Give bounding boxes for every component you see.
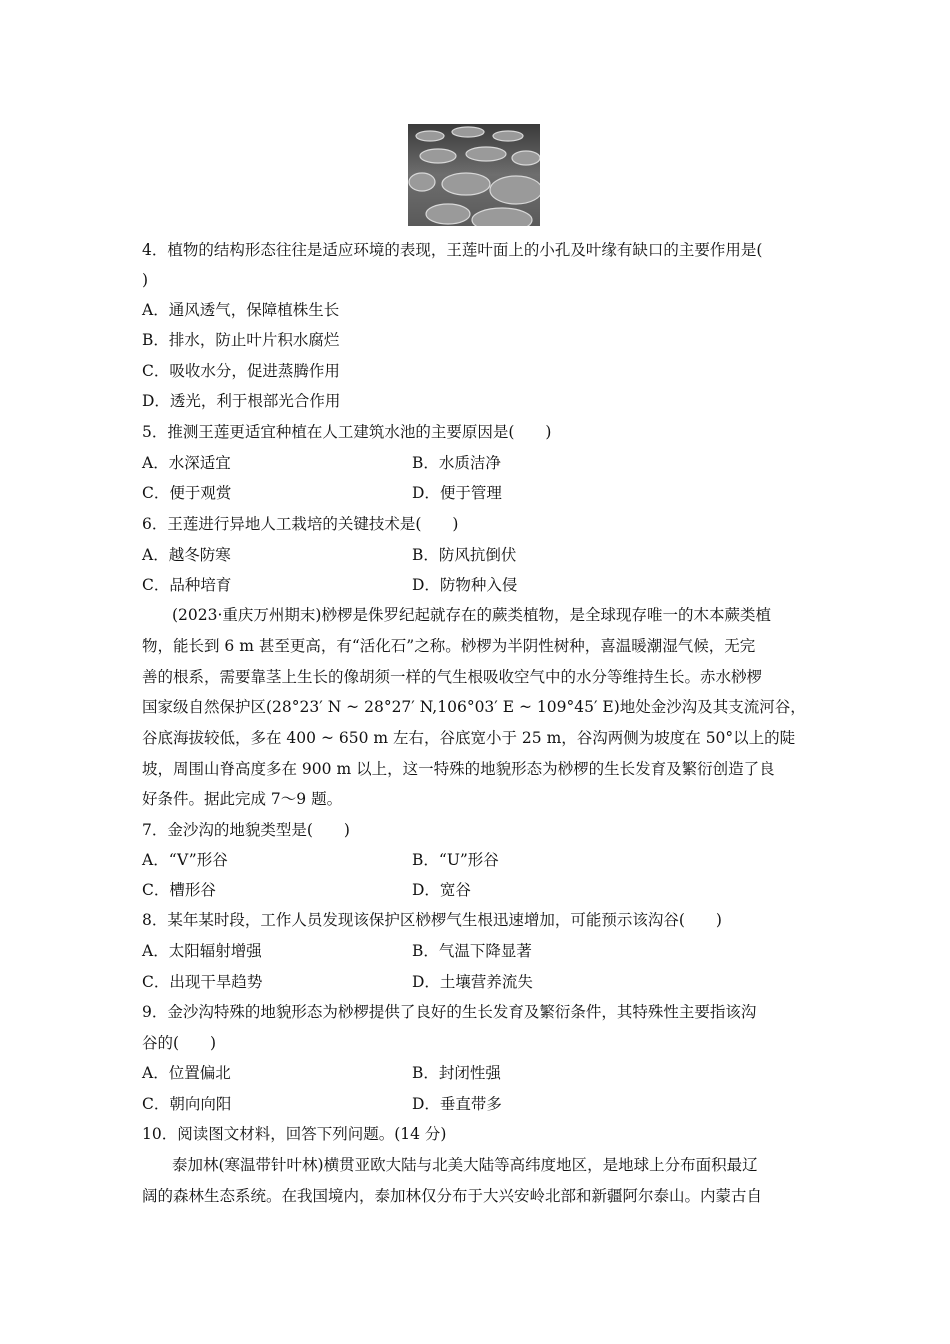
q9-option-c: C．朝向向阳 bbox=[142, 1095, 232, 1113]
q4-option-c: C．吸收水分，促进蒸腾作用 bbox=[142, 362, 340, 380]
q10-stem: 10．阅读图文材料，回答下列问题。(14 分) bbox=[142, 1125, 447, 1143]
passage-line: 谷底海拔较低，多在 400 ~ 650 m 左右，谷底宽小于 25 m，谷沟两侧为坡度在 50°以上的陡 bbox=[142, 729, 796, 747]
q4-option-a: A．通风透气，保障植株生长 bbox=[142, 301, 340, 319]
q9-option-b: B．封闭性强 bbox=[412, 1064, 501, 1082]
q5-stem: 5．推测王莲更适宜种植在人工建筑水池的主要原因是( ) bbox=[142, 423, 552, 441]
q6-option-d: D．防物种入侵 bbox=[412, 576, 518, 594]
passage-line: 国家级自然保护区(28°23′ N ~ 28°27′ N,106°03′ E ~ 109°45′ E)地处金沙沟及其支流河谷， bbox=[142, 698, 806, 716]
q6-option-b: B．防风抗倒伏 bbox=[412, 546, 517, 564]
q7-option-d: D．宽谷 bbox=[412, 881, 471, 899]
q4-stem: 4．植物的结构形态往往是适应环境的表现，王莲叶面上的小孔及叶缘有缺口的主要作用是( bbox=[142, 241, 763, 259]
q6-stem: 6．王莲进行异地人工栽培的关键技术是( ) bbox=[142, 515, 459, 533]
q4-option-d: D．透光，利于根部光合作用 bbox=[142, 392, 341, 410]
q9-stem: 9．金沙沟特殊的地貌形态为桫椤提供了良好的生长发育及繁衍条件，其特殊性主要指该沟 bbox=[142, 1003, 757, 1021]
q7-option-b: B．“U”形谷 bbox=[412, 851, 499, 869]
q5-option-b: B．水质洁净 bbox=[412, 454, 501, 472]
q7-option-c: C．槽形谷 bbox=[142, 881, 216, 899]
q5-option-a: A．水深适宜 bbox=[142, 454, 231, 472]
passage-line: (2023·重庆万州期末)桫椤是侏罗纪起就存在的蕨类植物，是全球现存唯一的木本蕨类植 bbox=[172, 606, 771, 624]
passage-line: 物，能长到 6 m 甚至更高，有“活化石”之称。桫椤为半阴性树种，喜温暖潮湿气候，无完 bbox=[142, 637, 756, 655]
lotus-leaves-photo bbox=[408, 124, 540, 226]
q6-option-a: A．越冬防寒 bbox=[142, 546, 231, 564]
q5-option-c: C．便于观赏 bbox=[142, 484, 232, 502]
q7-stem: 7．金沙沟的地貌类型是( ) bbox=[142, 821, 350, 839]
q9-option-d: D．垂直带多 bbox=[412, 1095, 502, 1113]
q5-option-d: D．便于管理 bbox=[412, 484, 502, 502]
q8-option-d: D．土壤营养流失 bbox=[412, 973, 533, 991]
q9-stem-end: 谷的( ) bbox=[142, 1034, 217, 1052]
q8-option-c: C．出现干旱趋势 bbox=[142, 973, 263, 991]
q9-option-a: A．位置偏北 bbox=[142, 1064, 231, 1082]
q6-option-c: C．品种培育 bbox=[142, 576, 232, 594]
passage-line: 坡，周围山脊高度多在 900 m 以上，这一特殊的地貌形态为桫椤的生长发育及繁衍创造了良 bbox=[142, 760, 775, 778]
q7-option-a: A．“V”形谷 bbox=[142, 851, 228, 869]
q8-stem: 8．某年某时段，工作人员发现该保护区桫椤气生根迅速增加，可能预示该沟谷( ) bbox=[142, 911, 722, 929]
q10-passage-line: 阔的森林生态系统。在我国境内，泰加林仅分布于大兴安岭北部和新疆阿尔泰山。内蒙古自 bbox=[142, 1187, 763, 1205]
q4-stem-end: ) bbox=[142, 271, 149, 289]
q8-option-a: A．太阳辐射增强 bbox=[142, 942, 262, 960]
q10-passage-line: 泰加林(寒温带针叶林)横贯亚欧大陆与北美大陆等高纬度地区，是地球上分布面积最辽 bbox=[172, 1156, 758, 1174]
q4-option-b: B．排水，防止叶片积水腐烂 bbox=[142, 331, 340, 349]
q8-option-b: B．气温下降显著 bbox=[412, 942, 532, 960]
passage-line: 好条件。据此完成 7～9 题。 bbox=[142, 790, 343, 808]
passage-line: 善的根系，需要靠茎上生长的像胡须一样的气生根吸收空气中的水分等维持生长。赤水桫椤 bbox=[142, 668, 763, 686]
